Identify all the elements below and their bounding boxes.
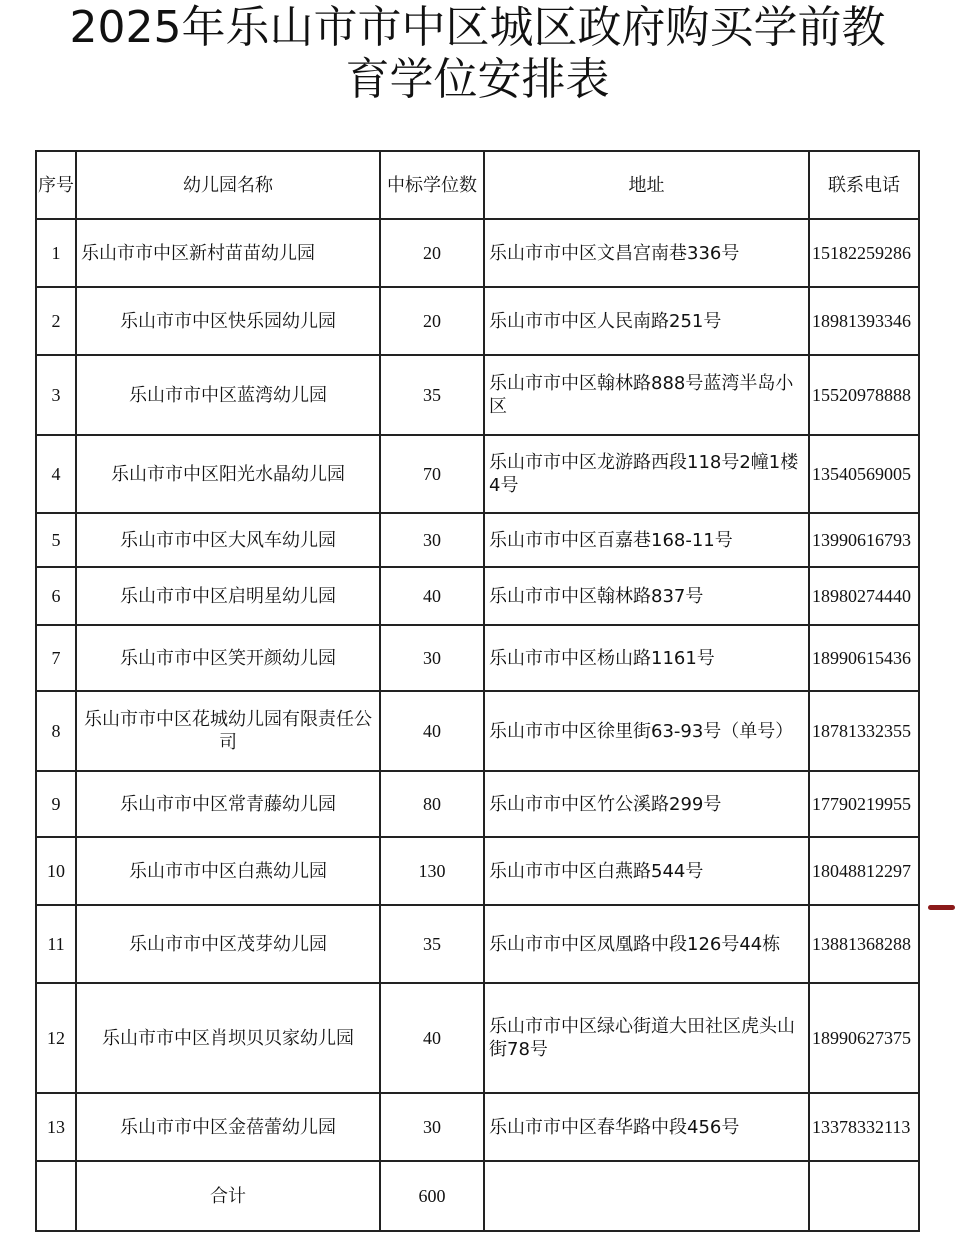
row-seats: 70 — [380, 435, 484, 513]
document-title — [0, 0, 955, 106]
row-idx: 11 — [36, 905, 76, 983]
row-address: 乐山市市中区龙游路西段118号2幢1楼4号 — [484, 435, 809, 513]
row-idx: 6 — [36, 567, 76, 625]
row-name: 乐山市市中区金蓓蕾幼儿园 — [76, 1093, 380, 1161]
table-row — [36, 435, 919, 513]
row-name: 乐山市市中区大风车幼儿园 — [76, 513, 380, 567]
row-address: 乐山市市中区翰林路837号 — [484, 567, 809, 625]
row-name: 乐山市市中区启明星幼儿园 — [76, 567, 380, 625]
total-address — [484, 1161, 809, 1231]
row-phone: 18980274440 — [809, 567, 919, 625]
table-row — [36, 691, 919, 771]
row-address: 乐山市市中区文昌宫南巷336号 — [484, 219, 809, 287]
row-address: 乐山市市中区春华路中段456号 — [484, 1093, 809, 1161]
total-label: 合计 — [76, 1161, 380, 1231]
table-row — [36, 287, 919, 355]
row-seats: 35 — [380, 905, 484, 983]
row-name: 乐山市市中区花城幼儿园有限责任公司 — [76, 691, 380, 771]
row-address: 乐山市市中区百嘉巷168-11号 — [484, 513, 809, 567]
header-phone: 联系电话 — [809, 151, 919, 219]
row-phone: 18990615436 — [809, 625, 919, 691]
row-phone: 18781332355 — [809, 691, 919, 771]
row-seats: 40 — [380, 691, 484, 771]
row-address: 乐山市市中区凤凰路中段126号44栋 — [484, 905, 809, 983]
row-idx: 2 — [36, 287, 76, 355]
row-name: 乐山市市中区快乐园幼儿园 — [76, 287, 380, 355]
row-address: 乐山市市中区白燕路544号 — [484, 837, 809, 905]
row-seats: 35 — [380, 355, 484, 435]
table-row — [36, 1093, 919, 1161]
row-phone: 18981393346 — [809, 287, 919, 355]
row-seats: 40 — [380, 983, 484, 1093]
title-line-2: 育学位安排表 — [345, 54, 610, 105]
header-address: 地址 — [484, 151, 809, 219]
header-row — [36, 151, 919, 219]
row-seats: 30 — [380, 513, 484, 567]
table-row — [36, 771, 919, 837]
row-seats: 30 — [380, 1093, 484, 1161]
row-phone: 18048812297 — [809, 837, 919, 905]
header-idx: 序号 — [36, 151, 76, 219]
row-seats: 40 — [380, 567, 484, 625]
row-address: 乐山市市中区杨山路1161号 — [484, 625, 809, 691]
row-idx: 12 — [36, 983, 76, 1093]
total-idx — [36, 1161, 76, 1231]
row-idx: 3 — [36, 355, 76, 435]
row-idx: 13 — [36, 1093, 76, 1161]
row-phone: 13990616793 — [809, 513, 919, 567]
row-seats: 30 — [380, 625, 484, 691]
row-seats: 20 — [380, 287, 484, 355]
row-address: 乐山市市中区绿心街道大田社区虎头山街78号 — [484, 983, 809, 1093]
row-seats: 130 — [380, 837, 484, 905]
row-address: 乐山市市中区竹公溪路299号 — [484, 771, 809, 837]
table-row — [36, 219, 919, 287]
red-pen-mark — [928, 905, 955, 910]
total-phone — [809, 1161, 919, 1231]
row-phone: 15520978888 — [809, 355, 919, 435]
row-address: 乐山市市中区徐里街63-93号（单号） — [484, 691, 809, 771]
table-row — [36, 983, 919, 1093]
row-phone: 13378332113 — [809, 1093, 919, 1161]
row-phone: 13881368288 — [809, 905, 919, 983]
row-name: 乐山市市中区新村苗苗幼儿园 — [76, 219, 380, 287]
kindergarten-table — [35, 150, 920, 1232]
row-name: 乐山市市中区常青藤幼儿园 — [76, 771, 380, 837]
row-phone: 13540569005 — [809, 435, 919, 513]
table-row — [36, 355, 919, 435]
row-name: 乐山市市中区笑开颜幼儿园 — [76, 625, 380, 691]
row-name: 乐山市市中区蓝湾幼儿园 — [76, 355, 380, 435]
title-line-1: 2025年乐山市市中区城区政府购买学前教 — [69, 2, 886, 53]
row-idx: 4 — [36, 435, 76, 513]
row-address: 乐山市市中区翰林路888号蓝湾半岛小区 — [484, 355, 809, 435]
row-address: 乐山市市中区人民南路251号 — [484, 287, 809, 355]
row-idx: 9 — [36, 771, 76, 837]
header-name: 幼儿园名称 — [76, 151, 380, 219]
row-name: 乐山市市中区白燕幼儿园 — [76, 837, 380, 905]
row-name: 乐山市市中区茂芽幼儿园 — [76, 905, 380, 983]
row-idx: 5 — [36, 513, 76, 567]
row-seats: 80 — [380, 771, 484, 837]
table-row — [36, 567, 919, 625]
row-name: 乐山市市中区肖坝贝贝家幼儿园 — [76, 983, 380, 1093]
table-row — [36, 837, 919, 905]
table-row — [36, 513, 919, 567]
row-phone: 17790219955 — [809, 771, 919, 837]
total-seats: 600 — [380, 1161, 484, 1231]
row-phone: 15182259286 — [809, 219, 919, 287]
row-idx: 7 — [36, 625, 76, 691]
row-idx: 10 — [36, 837, 76, 905]
row-seats: 20 — [380, 219, 484, 287]
row-idx: 8 — [36, 691, 76, 771]
total-row — [36, 1161, 919, 1231]
row-phone: 18990627375 — [809, 983, 919, 1093]
table-row — [36, 625, 919, 691]
table-row — [36, 905, 919, 983]
row-idx: 1 — [36, 219, 76, 287]
header-seats: 中标学位数 — [380, 151, 484, 219]
row-name: 乐山市市中区阳光水晶幼儿园 — [76, 435, 380, 513]
